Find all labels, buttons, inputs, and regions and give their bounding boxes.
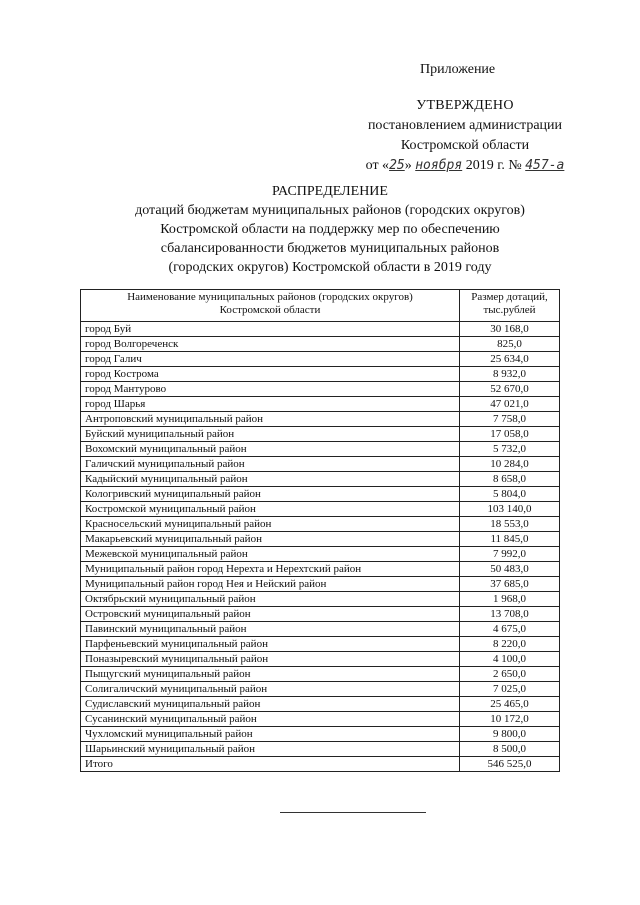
row-value: 5 732,0 xyxy=(460,442,560,457)
row-value: 37 685,0 xyxy=(460,577,560,592)
row-name: Сусанинский муниципальный район xyxy=(81,712,460,727)
table-row xyxy=(81,502,560,517)
title-line-4: (городских округов) Костромской области в 2019 году xyxy=(168,260,492,275)
row-value: 10 284,0 xyxy=(460,457,560,472)
table-row xyxy=(81,457,560,472)
table-row xyxy=(81,742,560,757)
row-name: город Галич xyxy=(81,352,460,367)
header-value: Размер дотаций, тыс.рублей xyxy=(460,290,560,322)
row-name: Островский муниципальный район xyxy=(81,607,460,622)
table-row xyxy=(81,412,560,427)
table-row xyxy=(81,697,560,712)
row-value: 4 675,0 xyxy=(460,622,560,637)
approval-heading: УТВЕРЖДЕНО xyxy=(416,98,514,113)
row-value: 1 968,0 xyxy=(460,592,560,607)
row-value: 11 845,0 xyxy=(460,532,560,547)
date-year: 2019 г. № xyxy=(462,158,526,173)
table-row xyxy=(81,382,560,397)
row-value: 18 553,0 xyxy=(460,517,560,532)
row-name: Галичский муниципальный район xyxy=(81,457,460,472)
row-name: Октябрьский муниципальный район xyxy=(81,592,460,607)
row-name: Муниципальный район город Нерехта и Нерехтский район xyxy=(81,562,460,577)
date-mid: » xyxy=(404,158,416,173)
row-name: Красносельский муниципальный район xyxy=(81,517,460,532)
row-name: Кадыйский муниципальный район xyxy=(81,472,460,487)
row-value: 10 172,0 xyxy=(460,712,560,727)
row-name: Буйский муниципальный район xyxy=(81,427,460,442)
row-value: 30 168,0 xyxy=(460,322,560,337)
approval-block xyxy=(300,96,630,176)
table-row xyxy=(81,637,560,652)
decree-number: 457-а xyxy=(525,158,565,173)
row-name: Павинский муниципальный район xyxy=(81,622,460,637)
row-name: город Кострома xyxy=(81,367,460,382)
row-value: 9 800,0 xyxy=(460,727,560,742)
total-label: Итого xyxy=(81,757,460,772)
row-value: 8 932,0 xyxy=(460,367,560,382)
row-name: Шарьинский муниципальный район xyxy=(81,742,460,757)
row-value: 5 804,0 xyxy=(460,487,560,502)
table-row xyxy=(81,517,560,532)
table-row xyxy=(81,322,560,337)
row-name: город Буй xyxy=(81,322,460,337)
header-name: Наименование муниципальных районов (городских округов) Костромской области xyxy=(81,290,460,322)
row-name: Поназыревский муниципальный район xyxy=(81,652,460,667)
table-row xyxy=(81,337,560,352)
table-row xyxy=(81,472,560,487)
table-row xyxy=(81,532,560,547)
row-value: 8 658,0 xyxy=(460,472,560,487)
row-value: 52 670,0 xyxy=(460,382,560,397)
table-row xyxy=(81,667,560,682)
row-value: 17 058,0 xyxy=(460,427,560,442)
row-name: Вохомский муниципальный район xyxy=(81,442,460,457)
table-row xyxy=(81,427,560,442)
table-total-row xyxy=(81,757,560,772)
table-row xyxy=(81,712,560,727)
row-name: Пыщугский муниципальный район xyxy=(81,667,460,682)
row-value: 103 140,0 xyxy=(460,502,560,517)
table-row xyxy=(81,442,560,457)
approval-line-region: Костромской области xyxy=(400,138,530,153)
row-name: Судиславский муниципальный район xyxy=(81,697,460,712)
row-name: город Шарья xyxy=(81,397,460,412)
table-row xyxy=(81,562,560,577)
row-value: 4 100,0 xyxy=(460,652,560,667)
table-row xyxy=(81,547,560,562)
table-row xyxy=(81,397,560,412)
title-line-2: Костромской области на поддержку мер по обеспечению xyxy=(160,222,500,237)
table-row xyxy=(81,577,560,592)
date-prefix: от « xyxy=(365,158,390,173)
table-header-row xyxy=(81,290,560,322)
row-name: Макарьевский муниципальный район xyxy=(81,532,460,547)
table-row xyxy=(81,607,560,622)
row-name: город Мантурово xyxy=(81,382,460,397)
row-name: Кологривский муниципальный район xyxy=(81,487,460,502)
row-value: 47 021,0 xyxy=(460,397,560,412)
row-value: 825,0 xyxy=(460,337,560,352)
row-name: Чухломский муниципальный район xyxy=(81,727,460,742)
row-name: Межевской муниципальный район xyxy=(81,547,460,562)
row-value: 8 220,0 xyxy=(460,637,560,652)
row-value: 50 483,0 xyxy=(460,562,560,577)
row-value: 7 992,0 xyxy=(460,547,560,562)
row-name: город Волгореченск xyxy=(81,337,460,352)
table-row xyxy=(81,352,560,367)
row-value: 25 465,0 xyxy=(460,697,560,712)
approval-line-decree: постановлением администрации xyxy=(367,118,563,133)
title-line-1: дотаций бюджетам муниципальных районов (городских округов) xyxy=(135,203,525,218)
table-row xyxy=(81,682,560,697)
row-value: 7 758,0 xyxy=(460,412,560,427)
table-row xyxy=(81,487,560,502)
row-value: 25 634,0 xyxy=(460,352,560,367)
table-row xyxy=(81,592,560,607)
row-value: 13 708,0 xyxy=(460,607,560,622)
table-row xyxy=(81,622,560,637)
row-name: Антроповский муниципальный район xyxy=(81,412,460,427)
row-value: 8 500,0 xyxy=(460,742,560,757)
allocation-table xyxy=(80,289,560,772)
table-row xyxy=(81,652,560,667)
closing-divider-line xyxy=(280,812,426,813)
table-row xyxy=(81,367,560,382)
row-value: 2 650,0 xyxy=(460,667,560,682)
appendix-label: Приложение xyxy=(420,62,496,77)
row-name: Муниципальный район город Нея и Нейский район xyxy=(81,577,460,592)
row-name: Костромской муниципальный район xyxy=(81,502,460,517)
approval-date-line xyxy=(300,156,630,176)
table-row xyxy=(81,727,560,742)
date-month: ноября xyxy=(415,158,463,173)
date-day: 25 xyxy=(389,158,405,173)
row-value: 7 025,0 xyxy=(460,682,560,697)
title-heading: РАСПРЕДЕЛЕНИЕ xyxy=(272,184,388,199)
row-name: Парфеньевский муниципальный район xyxy=(81,637,460,652)
title-line-3: сбалансированности бюджетов муниципальных районов xyxy=(160,241,500,256)
total-value: 546 525,0 xyxy=(460,757,560,772)
document-title xyxy=(60,182,600,277)
row-name: Солигаличский муниципальный район xyxy=(81,682,460,697)
